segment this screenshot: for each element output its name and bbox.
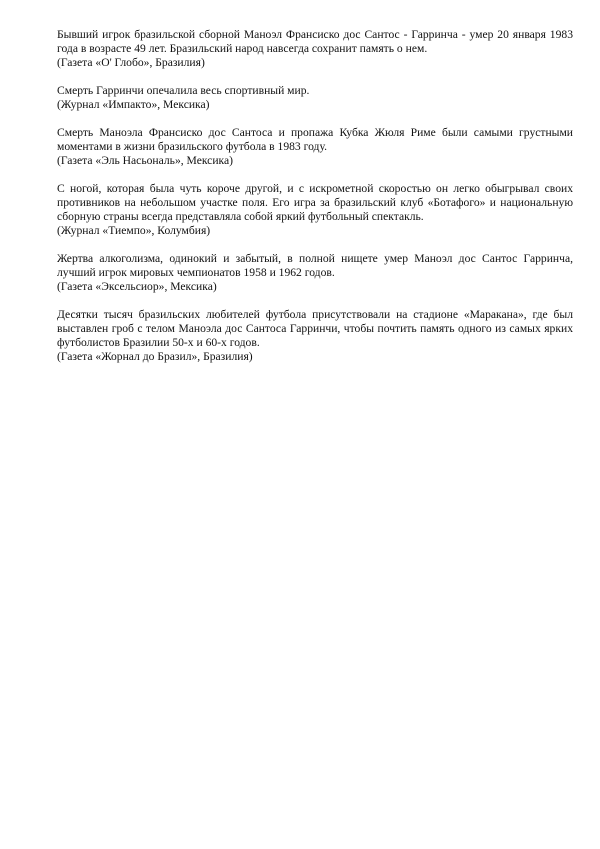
quote-text: С ногой, которая была чуть короче другой, и с искрометной скоростью он легко обыгрывал своих противников на небольшом участке поля. Его игра за бразильский клуб «Ботафого» и национальную сборную страны всегда представляла собой яркий футбольный спектакль. [57,182,573,223]
quote-source: (Газета «Эксельсиор», Мексика) [57,280,217,293]
quote-source: (Газета «О' Глобо», Бразилия) [57,56,205,69]
quote-text: Жертва алкоголизма, одинокий и забытый, в полной нищете умер Маноэл дос Сантос Гарринча, лучший игрок мировых чемпионатов 1958 и 1962 годов. [57,252,573,279]
quote-source: (Газета «Эль Насьональ», Мексика) [57,154,233,167]
quote-block [57,126,573,168]
quote-block [57,28,573,70]
quote-block [57,84,573,112]
quote-source: (Журнал «Импакто», Мексика) [57,98,210,111]
quote-text: Смерть Гарринчи опечалила весь спортивный мир. [57,84,310,97]
quote-block [57,308,573,364]
quote-block [57,182,573,238]
quote-source: (Журнал «Тиемпо», Колумбия) [57,224,211,237]
quote-text: Смерть Маноэла Франсиско дос Сантоса и пропажа Кубка Жюля Риме были самыми грустными моментами в жизни бразильского футбола в 1983 году. [57,126,573,153]
quote-text: Десятки тысяч бразильских любителей футбола присутствовали на стадионе «Маракана», где был выставлен гроб с телом Маноэла дос Сантоса Гарринчи, чтобы почтить память одного из самых ярких футболистов Бразилии 50-х и 60-х годов. [57,308,573,349]
quote-block [57,252,573,294]
quote-source: (Газета «Жорнал до Бразил», Бразилия) [57,350,253,363]
document-page [57,28,573,378]
quote-text: Бывший игрок бразильской сборной Маноэл Франсиско дос Сантос - Гарринча - умер 20 января 1983 года в возрасте 49 лет. Бразильский народ навсегда сохранит память о нем. [57,28,573,55]
